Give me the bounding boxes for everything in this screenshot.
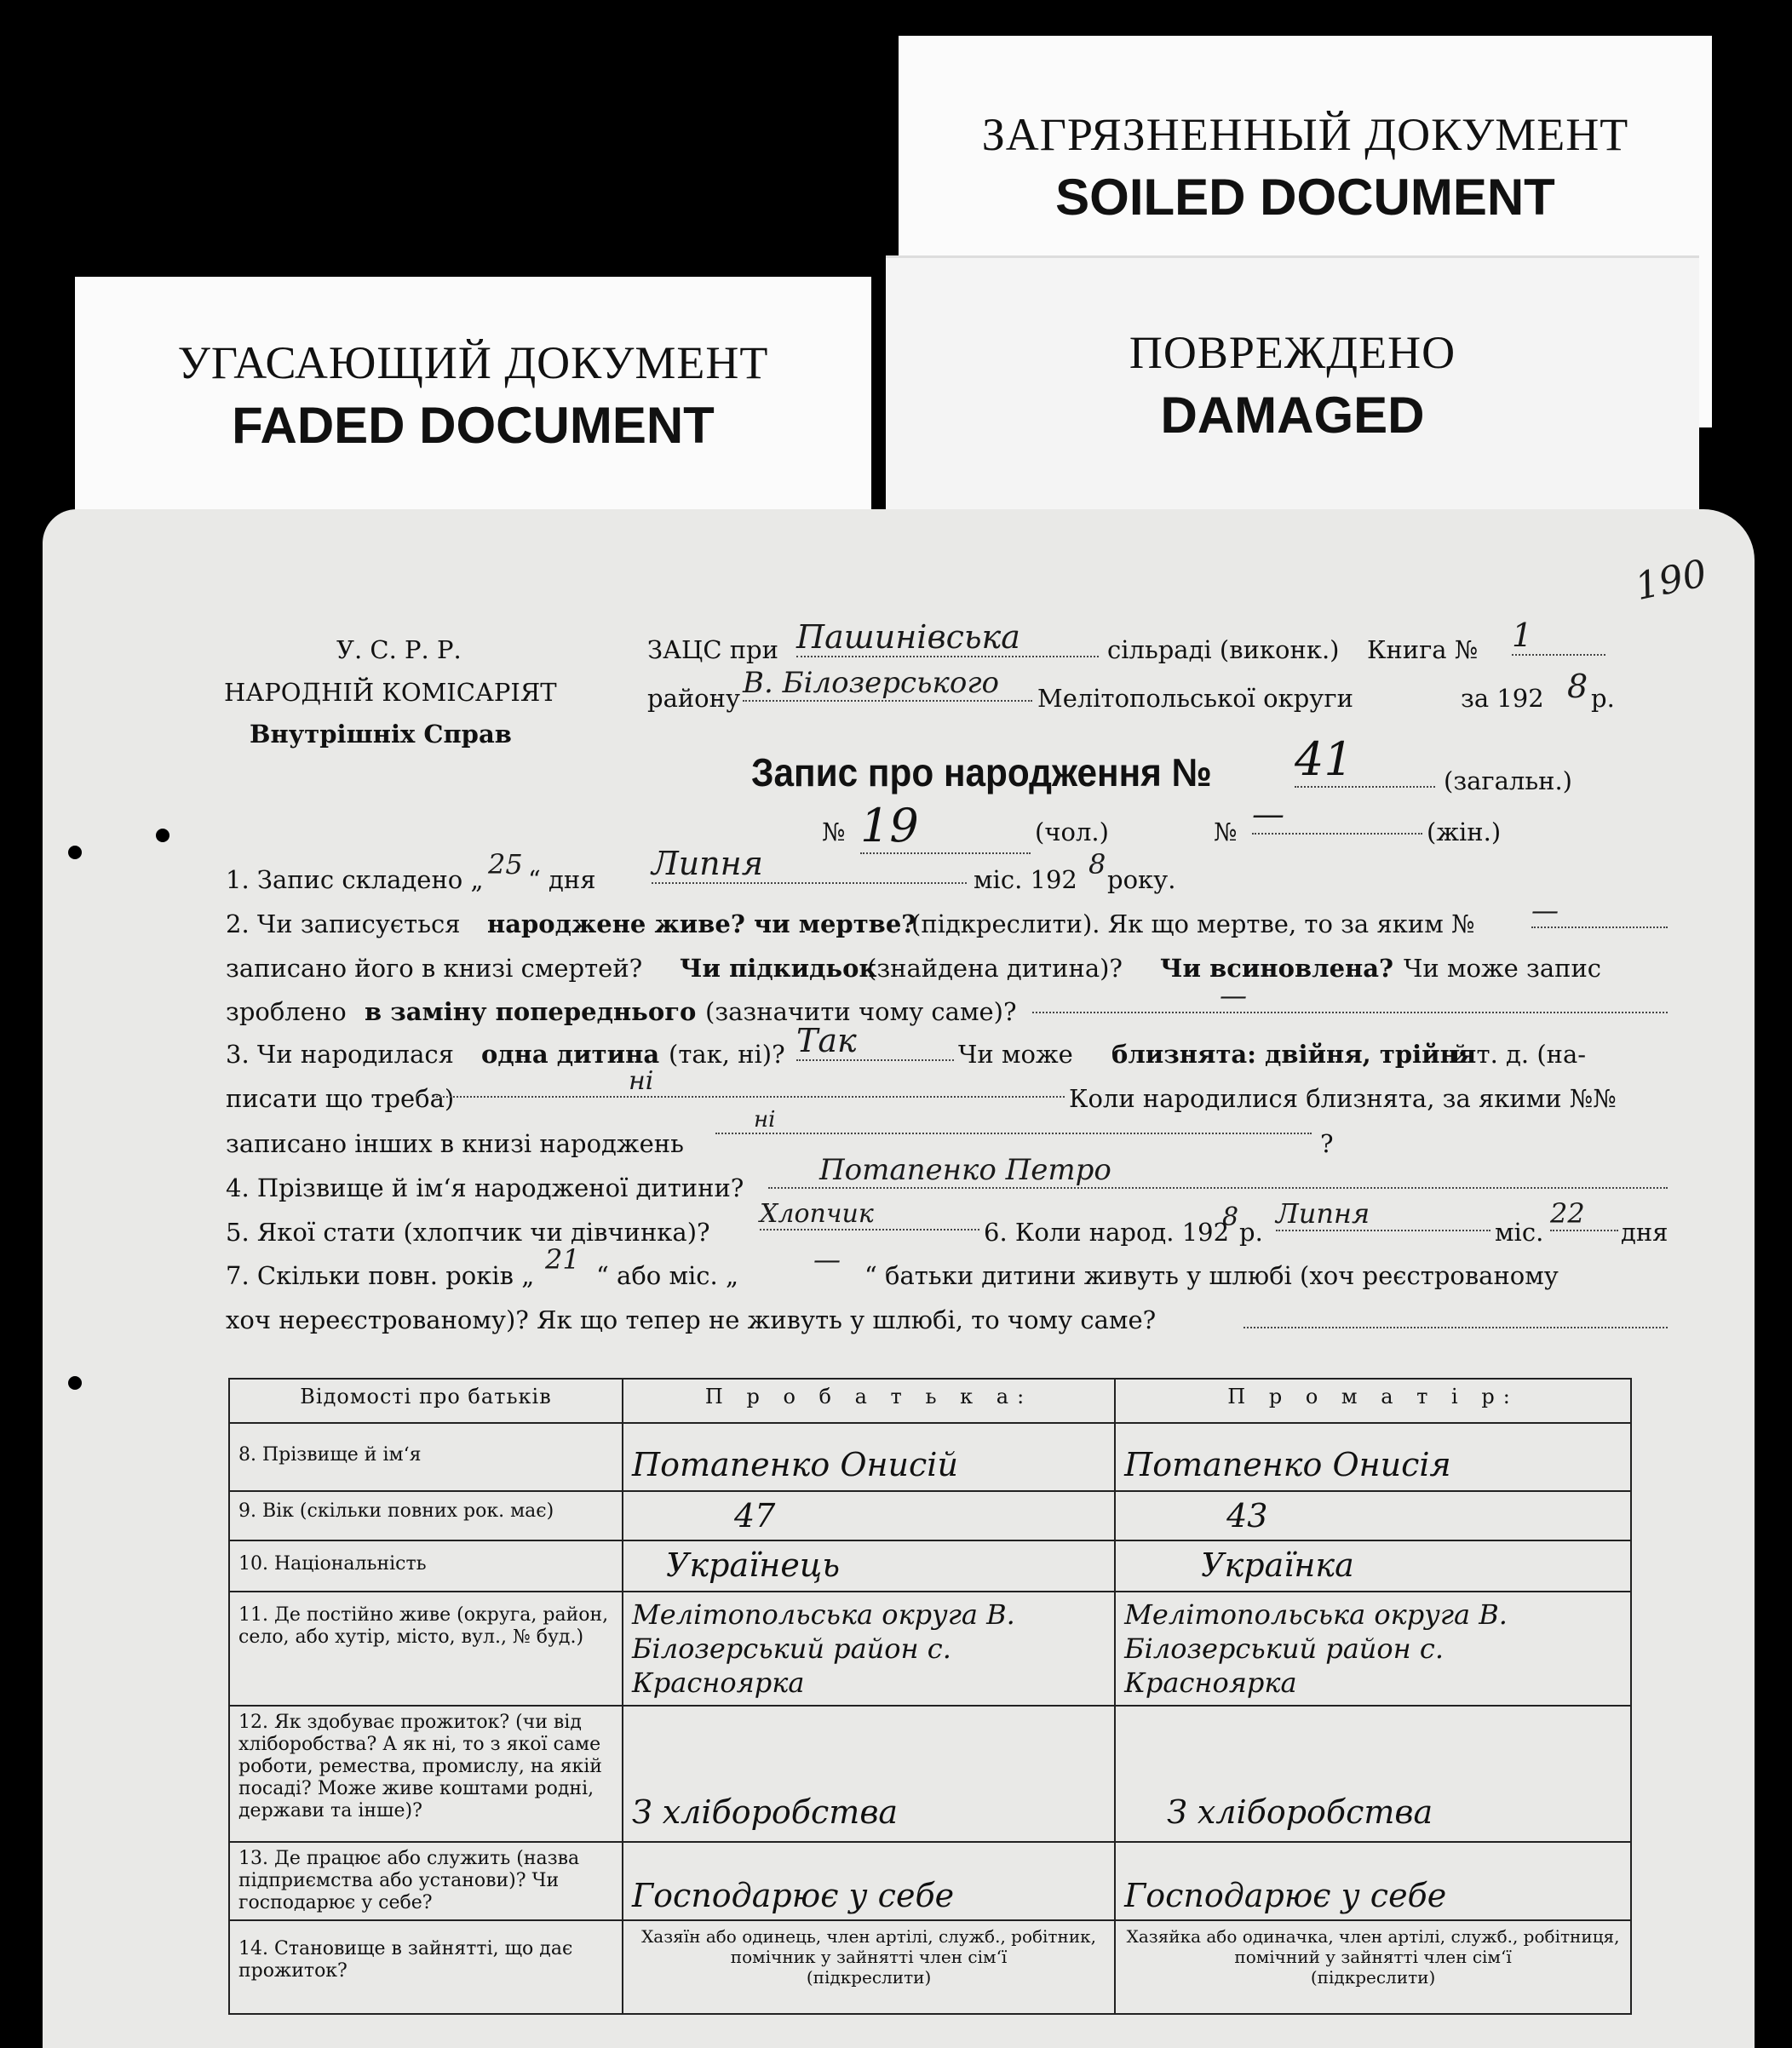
q3-value: Так: [796, 1022, 954, 1061]
q1-month: Липня: [652, 845, 967, 884]
mother-status-note: (підкреслити): [1310, 1967, 1436, 1988]
birth-day: 22: [1550, 1197, 1618, 1231]
q2-line3-a: записано його в книзі смертей?: [226, 954, 643, 983]
q1-label: 1. Запис складено „: [226, 865, 484, 894]
q2-options: народжене живе? чи мертве?: [487, 909, 916, 938]
birth-record-sheet: [43, 509, 1755, 2048]
marriage-months: —: [813, 1243, 841, 1276]
birth-year-suffix: р.: [1239, 1218, 1263, 1247]
q3-label: 3. Чи народилася: [226, 1040, 454, 1069]
faded-document-notice: [75, 277, 871, 541]
ministry-label: Внутрішніх Справ: [250, 720, 512, 749]
q3-twins-numbers: ні: [715, 1107, 1312, 1134]
row-label: 8. Прізвище й ім‘я: [229, 1423, 623, 1491]
table-header-row: [229, 1379, 1631, 1423]
mother-age: 43: [1115, 1491, 1631, 1540]
q7-line10-c: “ батьки дитини живуть у шлюбі (хоч реєстрованому: [864, 1261, 1559, 1290]
damaged-notice-en: DAMAGED: [1160, 387, 1425, 444]
father-residence: Мелітопольська округа В. Білозерський район с. Красноярка: [623, 1592, 1115, 1706]
q2-death-number: —: [1531, 894, 1668, 928]
q1-year-label: року.: [1107, 865, 1176, 894]
male-no-label: №: [822, 817, 846, 846]
q2-line3-e: Чи може запис: [1404, 954, 1602, 983]
q2-question: (підкреслити). Як що мертве, то за яким №: [911, 909, 1475, 938]
damaged-notice: [886, 255, 1699, 539]
book-number: 1: [1512, 617, 1605, 656]
q2-adopted: Чи всиновлена?: [1160, 954, 1394, 983]
father-age: 47: [623, 1491, 1115, 1540]
father-status-note: (підкреслити): [806, 1967, 932, 1988]
birth-month-label: міс.: [1495, 1218, 1544, 1247]
table-row: [229, 1592, 1631, 1706]
table-header: Відомості про батьків: [229, 1379, 623, 1423]
parents-table: [228, 1378, 1632, 2015]
row-label: 10. Національність: [229, 1540, 623, 1592]
father-name: Потапенко Онисій: [623, 1423, 1115, 1491]
table-row: [229, 1491, 1631, 1540]
table-row: [229, 1540, 1631, 1592]
female-no-label: №: [1214, 817, 1238, 846]
q2-foundling: Чи підкидьок: [680, 954, 877, 983]
marriage-months-label: “ або міс. „: [596, 1261, 739, 1290]
q2-label: 2. Чи записується: [226, 909, 461, 938]
district-value: В. Білозерського: [743, 666, 1032, 702]
q3-line7-q: ?: [1320, 1129, 1334, 1158]
q2-line4-a: зроблено: [226, 997, 347, 1026]
ussr-label: У. С. Р. Р.: [336, 635, 462, 664]
faded-notice-en: FADED DOCUMENT: [232, 397, 715, 454]
district-label: району: [647, 684, 741, 713]
year-value: 8: [1567, 668, 1588, 705]
soiled-notice-en: SOILED DOCUMENT: [1055, 169, 1555, 226]
mother-status-options: Хазяйка або одиначка, член артілі, служб., робітниця, помічний у зайнятті член сім‘ї: [1126, 1926, 1620, 1967]
okrug-label: Мелітопольської округи: [1037, 684, 1353, 713]
table-row: [229, 1706, 1631, 1842]
q3-twins: близнята: двійня, трійня: [1111, 1040, 1477, 1069]
q6-label: 6. Коли народ. 192: [984, 1218, 1230, 1247]
q2-replacement-value: —: [1032, 979, 1668, 1013]
zacs-label: ЗАЦС при: [647, 635, 778, 664]
zacs-council-value: Пашинівська: [796, 618, 1099, 657]
soiled-notice-ru: ЗАГРЯЗНЕННЫЙ ДОКУМЕНТ: [981, 109, 1629, 160]
punch-hole: [68, 1376, 82, 1390]
mother-residence: Мелітопольська округа В. Білозерський район с. Красноярка: [1115, 1592, 1631, 1706]
table-header: П р о б а т ь к а:: [623, 1379, 1115, 1423]
record-number: 41: [1295, 732, 1435, 788]
q3-twins-question: Коли народилися близнята, за якими №№: [1069, 1084, 1617, 1113]
damaged-notice-ru: ПОВРЕЖДЕНО: [1129, 327, 1456, 378]
father-livelihood: З хліборобства: [623, 1706, 1115, 1842]
q4-label: 4. Прізвище й ім‘я народженої дитини?: [226, 1173, 744, 1202]
birth-month: Липня: [1276, 1197, 1490, 1231]
faded-notice-ru: УГАСАЮЩИЙ ДОКУМЕНТ: [177, 337, 769, 388]
mother-name: Потапенко Онисія: [1115, 1423, 1631, 1491]
row-label: 12. Як здобуває прожиток? (чи від хліборобства? А як ні, то з якої саме роботи, ремества, промислу, на якій посаді? Може живе коштами родні, держави та інше)?: [229, 1706, 623, 1842]
q5-label: 5. Якої стати (хлопчик чи дівчинка)?: [226, 1218, 710, 1247]
marriage-years: 21: [545, 1243, 580, 1276]
year-label: за 192: [1461, 684, 1544, 713]
q3-line7-a: записано інших в книзі народжень: [226, 1129, 684, 1158]
q1-month-label: міс. 192: [974, 865, 1077, 894]
father-status-options: Хазяїн або одинець, член артілі, служб., робітник, помічник у зайнятті член сім‘ї: [641, 1926, 1097, 1967]
father-workplace: Господарює у себе: [623, 1842, 1115, 1920]
q2-replacement-note: (зазначити чому саме)?: [705, 997, 1017, 1026]
father-employment-status: [623, 1920, 1115, 2014]
q3-yesno: (так, ні)?: [669, 1040, 785, 1069]
female-label: (жін.): [1427, 817, 1502, 846]
q1-day-suffix: “ дня: [528, 865, 596, 894]
record-title: Запис про народження №: [751, 750, 1212, 795]
q2-replacement: в заміну попереднього: [365, 997, 697, 1026]
q3-twins-value: ні: [433, 1066, 1065, 1098]
q3-single: одна дитина: [481, 1040, 660, 1069]
commissariat-label: НАРОДНІЙ КОМІСАРІЯТ: [224, 678, 557, 707]
punch-hole: [68, 846, 82, 859]
q7-label: 7. Скільки повн. років „: [226, 1261, 535, 1290]
child-name: Потапенко Петро: [768, 1153, 1668, 1189]
table-row: [229, 1423, 1631, 1491]
table-row: [229, 1920, 1631, 2014]
punch-hole: [156, 829, 169, 842]
book-label: Книга №: [1367, 635, 1479, 664]
q3-twins-suffix: й т. д. (на-: [1452, 1040, 1587, 1069]
row-label: 13. Де працює або служить (назва підприємства або установи)? Чи господарює у себе?: [229, 1842, 623, 1920]
q7-line11: хоч нереєстрованому)? Як що тепер не живуть у шлюбі, то чому саме?: [226, 1305, 1157, 1334]
table-header: П р о м а т і р:: [1115, 1379, 1631, 1423]
birth-day-label: дня: [1621, 1218, 1669, 1247]
q7-reason-blank: [1243, 1327, 1668, 1328]
q3-twins-prefix: Чи може: [958, 1040, 1073, 1069]
q3-line6-a: писати що треба): [226, 1084, 455, 1113]
female-number: —: [1252, 795, 1422, 835]
general-label: (загальн.): [1444, 766, 1572, 795]
row-label: 11. Де постійно живе (округа, район, село, або хутір, місто, вул., № буд.): [229, 1592, 623, 1706]
birth-year: 8: [1222, 1202, 1239, 1232]
mother-employment-status: [1115, 1920, 1631, 2014]
child-sex: Хлопчик: [760, 1199, 979, 1231]
council-label: сільраді (виконк.): [1107, 635, 1340, 664]
mother-workplace: Господарює у себе: [1115, 1842, 1631, 1920]
q1-day: 25: [488, 848, 523, 881]
page-number: 190: [1631, 551, 1711, 610]
row-label: 14. Становище в зайнятті, що дає прожиток?: [229, 1920, 623, 2014]
mother-nationality: Українка: [1115, 1540, 1631, 1592]
table-row: [229, 1842, 1631, 1920]
row-label: 9. Вік (скільки повних рок. має): [229, 1491, 623, 1540]
q2-foundling-note: (знайдена дитина)?: [867, 954, 1123, 983]
male-number: 19: [860, 799, 1031, 854]
q1-year: 8: [1088, 848, 1106, 881]
mother-livelihood: З хліборобства: [1115, 1706, 1631, 1842]
year-suffix: р.: [1591, 684, 1615, 713]
male-label: (чол.): [1035, 817, 1109, 846]
father-nationality: Українець: [623, 1540, 1115, 1592]
